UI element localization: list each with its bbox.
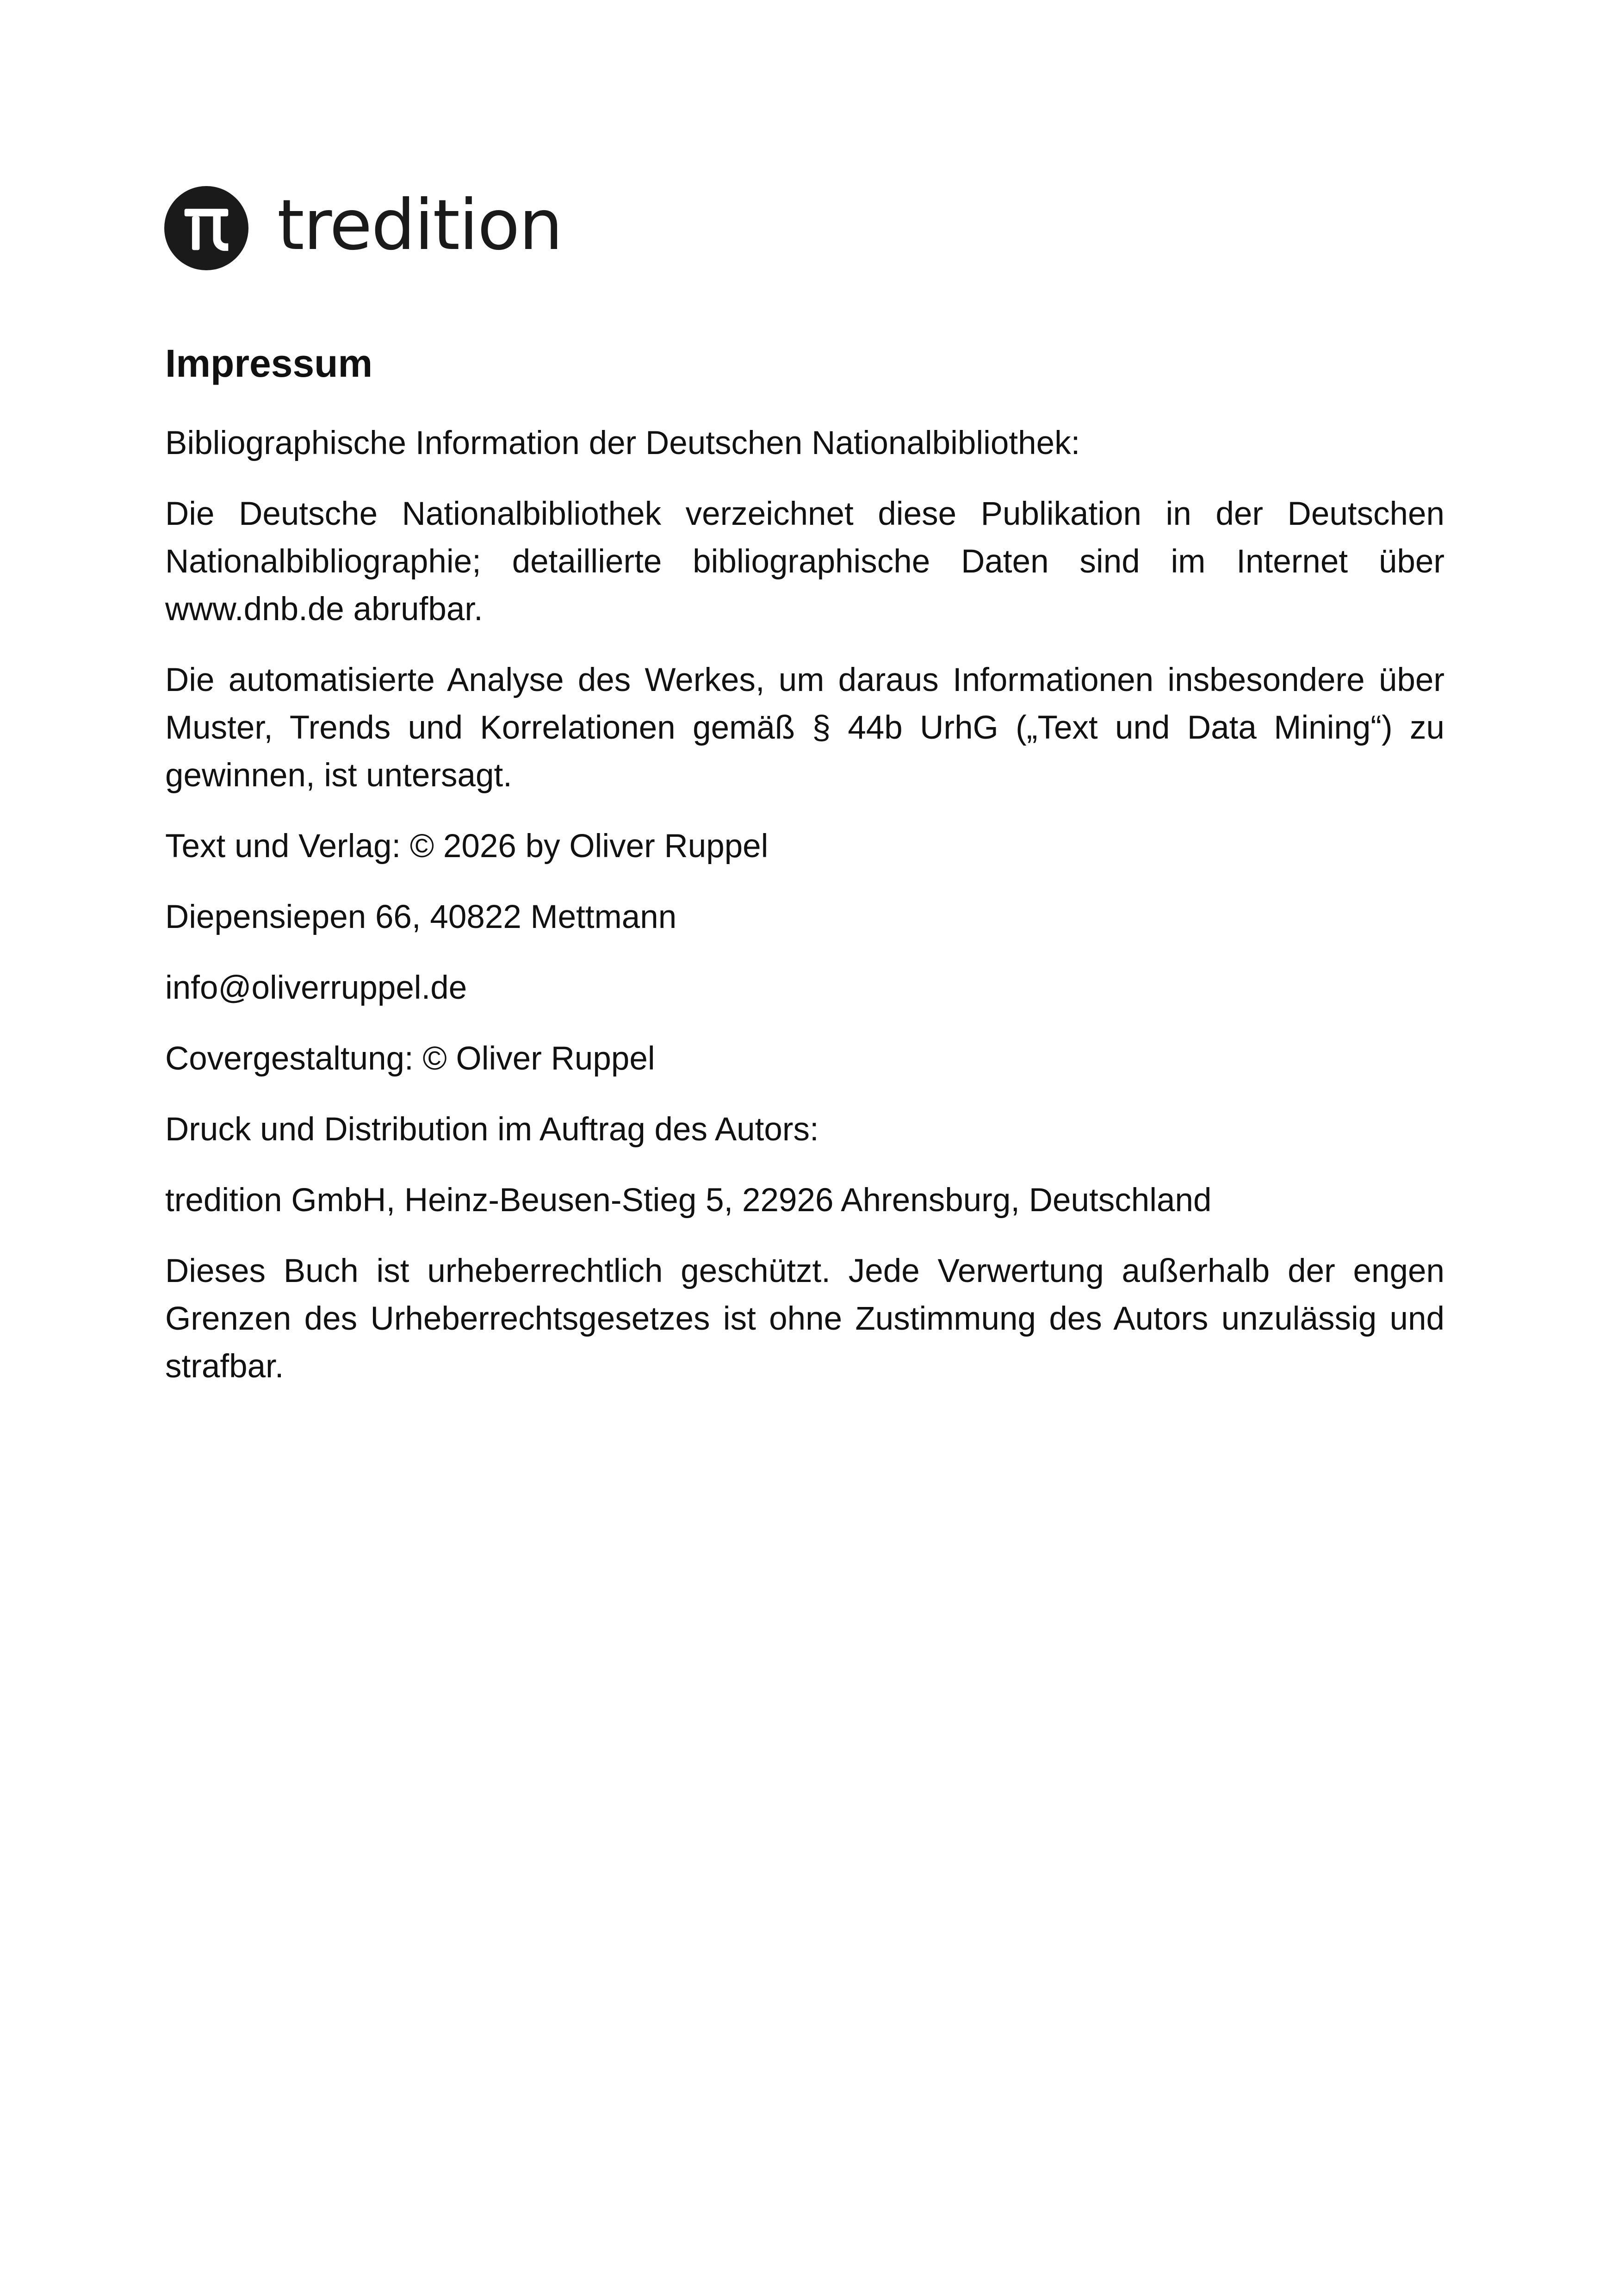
tredition-logo-icon [164,186,248,270]
paragraph-dnb-info: Die Deutsche Nationalbibliothek verzeichnet diese Publikation in der Deutschen Nationalbibliographie; detaillierte bibliographische Daten sind im Internet über www.dnb.de abrufbar. [165,495,1444,628]
paragraph-tdm-notice: Die automatisierte Analyse des Werkes, um daraus Informationen insbesondere über Muster, Trends und Korrelationen gemäß § 44b UrhG („Text und Data Mining“) zu gewinnen, ist untersagt. [165,661,1444,794]
paragraph-distribution-intro: Druck und Distribution im Auftrag des Autors: [165,1111,819,1148]
logo-wordmark: tredition [277,185,562,266]
paragraph-legal-notice: Dieses Buch ist urheberrechtlich geschützt. Jede Verwertung außerhalb der engen Grenzen des Urheberrechtsgesetzes ist ohne Zustimmung des Autors unzulässig und strafbar. [165,1252,1444,1385]
paragraph-publisher-address: tredition GmbH, Heinz-Beusen-Stieg 5, 22926 Ahrensburg, Deutschland [165,1182,1212,1219]
paragraph-cover-design: Covergestaltung: © Oliver Ruppel [165,1040,655,1077]
imprint-content [165,340,1444,1413]
paragraph-dnb-intro: Bibliographische Information der Deutschen Nationalbibliothek: [165,424,1080,461]
paragraph-address: Diepensiepen 66, 40822 Mettmann [165,898,677,935]
paragraph-copyright: Text und Verlag: © 2026 by Oliver Ruppel [165,828,769,865]
page-title: Impressum [165,342,373,385]
publisher-logo [164,184,562,272]
paragraph-email: info@oliverruppel.de [165,969,467,1006]
